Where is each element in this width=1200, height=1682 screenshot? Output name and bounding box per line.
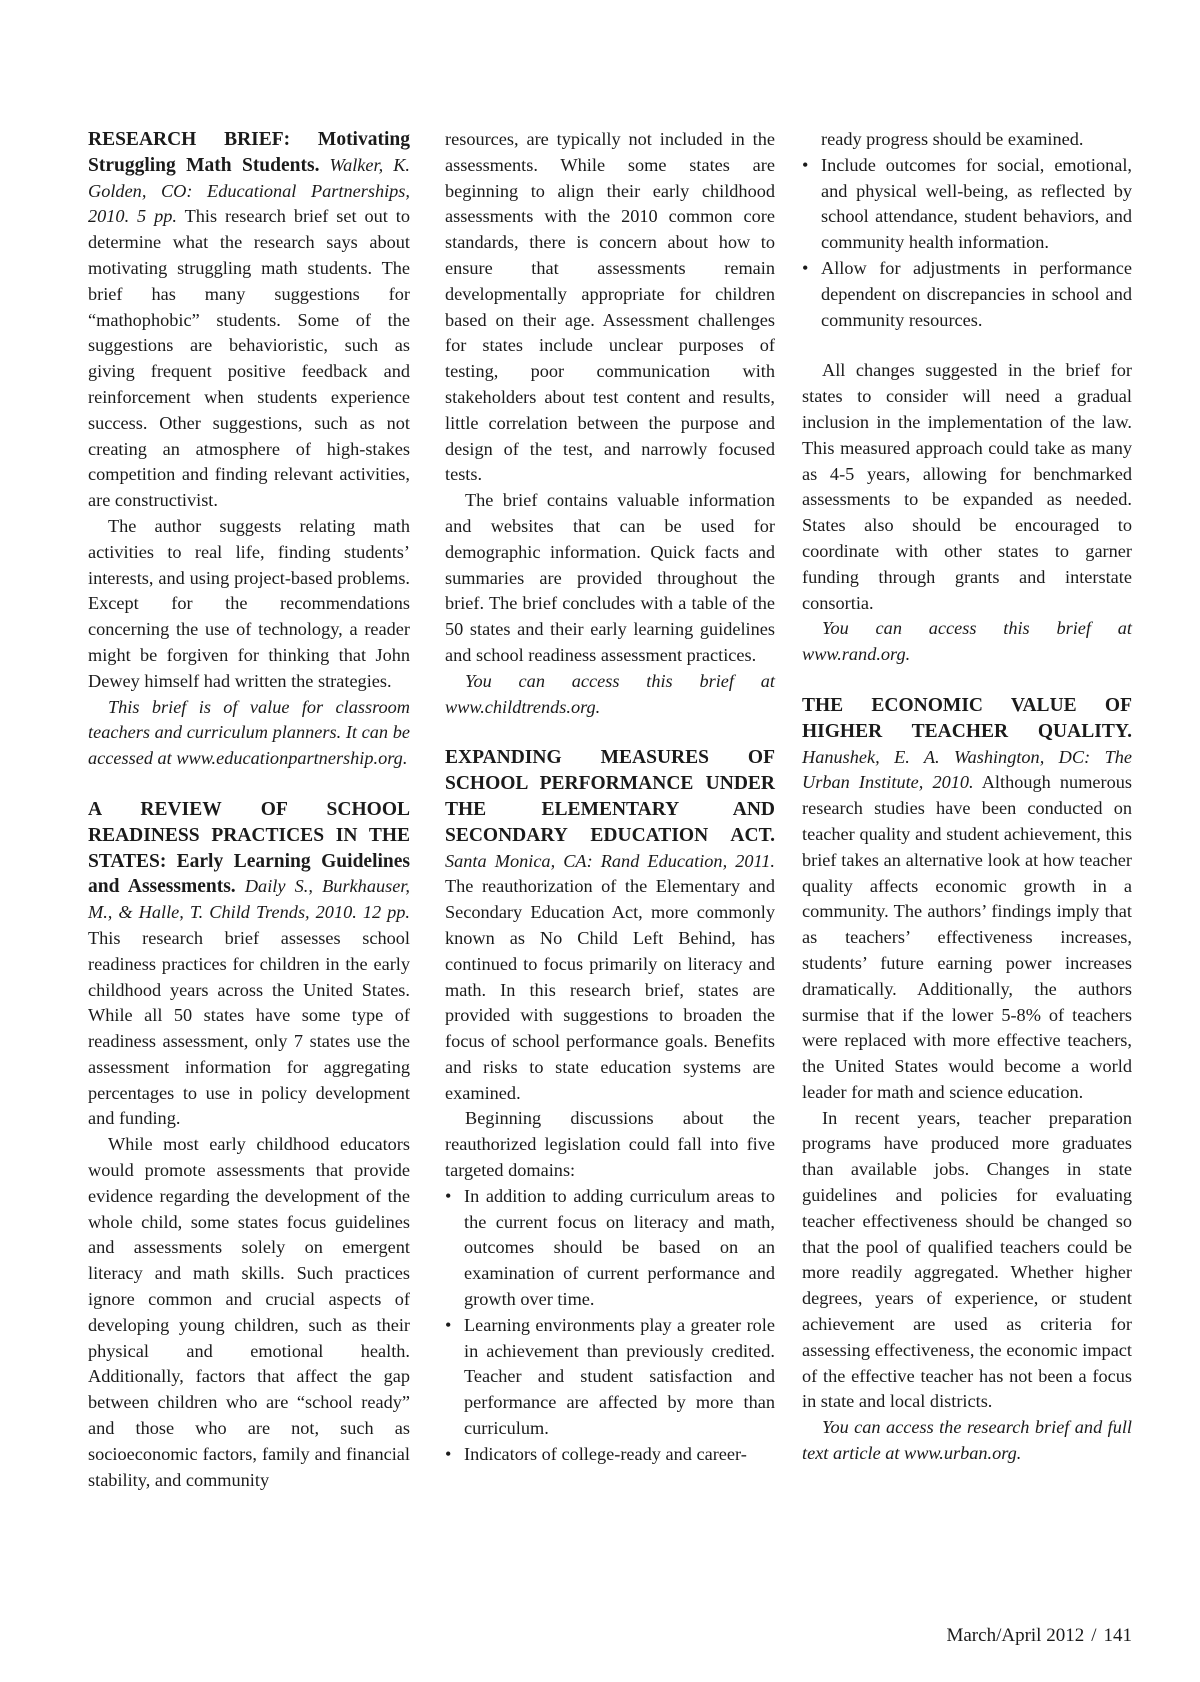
review-access-note: You can access this brief at www.rand.org.	[802, 618, 1132, 665]
issue-date: March/April 2012	[946, 1625, 1085, 1646]
domain-list	[445, 1184, 775, 1468]
review-access-note: This brief is of value for classroom teachers and curriculum planners. It can be accessed at www.educationpartnership.org.	[88, 696, 410, 769]
review-teacher-quality	[802, 693, 1132, 1467]
review-citation: Hanushek, E. A. Washington, DC: The Urban Institute, 2010.	[802, 746, 1132, 793]
column-1	[88, 127, 410, 1493]
review-citation: Walker, K. Golden, CO: Educational Partnerships, 2010. 5 pp.	[88, 154, 411, 227]
review-citation: Daily S., Burkhauser, M., & Halle, T. Child Trends, 2010. 12 pp.	[88, 876, 410, 923]
review-title: A REVIEW OF SCHOOL READINESS PRACTICES IN THE STATES:	[88, 798, 410, 872]
review-paragraph: In recent years, teacher preparation programs have produced more graduates than available jobs. Changes in state guidelines and policies for evaluating teacher effectiveness should be changed so that the pool of qualified teachers could be more readily aggregated. Whether higher degrees, years of experience, or student achievement are used as criteria for assessing effectiveness, the economic impact of the effective teacher has not been a focus in state and local districts.	[802, 1107, 1132, 1412]
review-access-note: You can access this brief at www.childtrends.org.	[445, 670, 775, 717]
review-school-readiness-cont	[445, 127, 775, 720]
review-expanding-measures-cont	[802, 127, 1132, 668]
review-paragraph: resources, are typically not included in the assessments. While some states are beginning to align their early childhood assessments with the 2010 common core standards, there is concern about how to ensure that assessments remain developmentally appropriate for children based on their age. Assessment challenges for states include unclear purposes of testing, poor communication with stakeholders about test content and results, little correlation between the purpose and design of the test, and narrowly focused tests.	[445, 129, 775, 485]
review-expanding-measures	[445, 745, 775, 1467]
review-paragraph: All changes suggested in the brief for states to consider will need a gradual inclusion in the implementation of the law. This measured approach could take as many as 4-5 years, allowing for benchmarked assessments to be expanded as needed. States also should be encouraged to coordinate with other states to garner funding through grants and interstate consortia.	[802, 360, 1132, 613]
review-paragraph: A REVIEW OF SCHOOL READINESS PRACTICES IN THE STATES: Early Learning Guidelines and Assessments. Daily S., Burkhauser, M., & Halle, T. Child Trends, 2010. 12 pp. This research brief assesses school readiness practices for children in the early childhood years across the United States. While all 50 states have some type of readiness assessment, only 7 states use the assessment information for aggregating percentages to use in policy development and funding.	[88, 798, 410, 1129]
review-paragraph: THE ECONOMIC VALUE OF HIGHER TEACHER QUALITY. Hanushek, E. A. Washington, DC: The Urban Institute, 2010. Although numerous research studies have been conducted on teacher quality and student achievement, this brief takes an alternative look at how teacher quality affects economic growth in a community. The authors’ findings imply that as teachers’ effectiveness increases, students’ future earning power increases dramatically. Additionally, the authors surmise that if the lower 5-8% of teachers were replaced with more effective teachers, the United States would become a world leader for math and science education.	[802, 694, 1133, 1102]
list-continuation: ready progress should be examined.	[821, 129, 1084, 149]
review-paragraph: RESEARCH BRIEF: Motivating Struggling Math Students. Walker, K. Golden, CO: Educational Partnerships, 2010. 5 pp. This research brief set out to determine what the research says about motivating struggling math students. The brief has many suggestions for “mathophobic” students. Some of the suggestions are behavioristic, such as giving frequent positive feedback and reinforcement when students experience success. Other suggestions, such as not creating an atmosphere of high-stakes competition and finding relevant activities, are constructivist.	[88, 129, 411, 511]
review-access-note: You can access the research brief and full text article at www.urban.org.	[802, 1417, 1132, 1464]
review-title: THE ECONOMIC VALUE OF HIGHER TEACHER QUALITY.	[802, 694, 1132, 742]
list-item: • In addition to adding curriculum areas to the current focus on literacy and math, outcomes should be based on an examination of current performance and growth over time.	[445, 1184, 775, 1313]
review-citation: Santa Monica, CA: Rand Education, 2011.	[445, 850, 775, 871]
list-item: • Indicators of college-ready and career-	[445, 1442, 775, 1468]
list-item: • Allow for adjustments in performance dependent on discrepancies in school and community resources.	[802, 256, 1132, 333]
review-title: RESEARCH BRIEF: Motivating Struggling Math Students.	[88, 129, 410, 176]
review-paragraph: EXPANDING MEASURES OF SCHOOL PERFORMANCE UNDER THE ELEMENTARY AND SECONDARY EDUCATION ACT. Santa Monica, CA: Rand Education, 2011. The reauthorization of the Elementary and Secondary Education Act, more commonly known as No Child Left Behind, has continued to focus primarily on literacy and math. In this research brief, states are provided with suggestions to broaden the focus of school performance goals. Benefits and risks to state education systems are examined.	[445, 747, 775, 1103]
domain-list-continued	[802, 153, 1132, 334]
review-school-readiness	[88, 797, 410, 1494]
footer-separator: /	[1091, 1625, 1097, 1646]
review-title: EXPANDING MEASURES OF SCHOOL PERFORMANCE UNDER THE ELEMENTARY AND SECONDARY EDUCATION ACT.	[445, 747, 775, 846]
list-item: • Learning environments play a greater role in achievement than previously credited. Teacher and student satisfaction and performance are affected by more than curriculum.	[445, 1313, 775, 1442]
review-subtitle: Early Learning Guidelines and Assessments.	[88, 850, 410, 898]
column-3	[802, 127, 1132, 1467]
review-paragraph: The author suggests relating math activities to real life, finding students’ interests, and using project-based problems. Except for the recommendations concerning the use of technology, a reader might be forgiven for thinking that John Dewey himself had written the strategies.	[88, 515, 410, 691]
page-number: 141	[1103, 1625, 1132, 1646]
review-paragraph: The brief contains valuable information and websites that can be used for demographic information. Quick facts and summaries are provided throughout the brief. The brief concludes with a table of the 50 states and their early learning guidelines and school readiness assessment practices.	[445, 490, 775, 665]
review-paragraph: Beginning discussions about the reauthorized legislation could fall into five targeted domains:	[445, 1108, 775, 1181]
review-motivating-math	[88, 127, 410, 772]
column-2	[445, 127, 775, 1468]
page-footer	[946, 1623, 1132, 1649]
list-item: • Include outcomes for social, emotional, and physical well-being, as reflected by school attendance, student behaviors, and community health information.	[802, 153, 1132, 256]
review-paragraph: While most early childhood educators would promote assessments that provide evidence regarding the development of the whole child, some states focus guidelines and assessments solely on emergent literacy and math skills. Such practices ignore common and crucial aspects of developing young children, such as their physical and emotional health. Additionally, factors that affect the gap between children who are “school ready” and those who are not, such as socioeconomic factors, family and financial stability, and community	[88, 1134, 410, 1490]
